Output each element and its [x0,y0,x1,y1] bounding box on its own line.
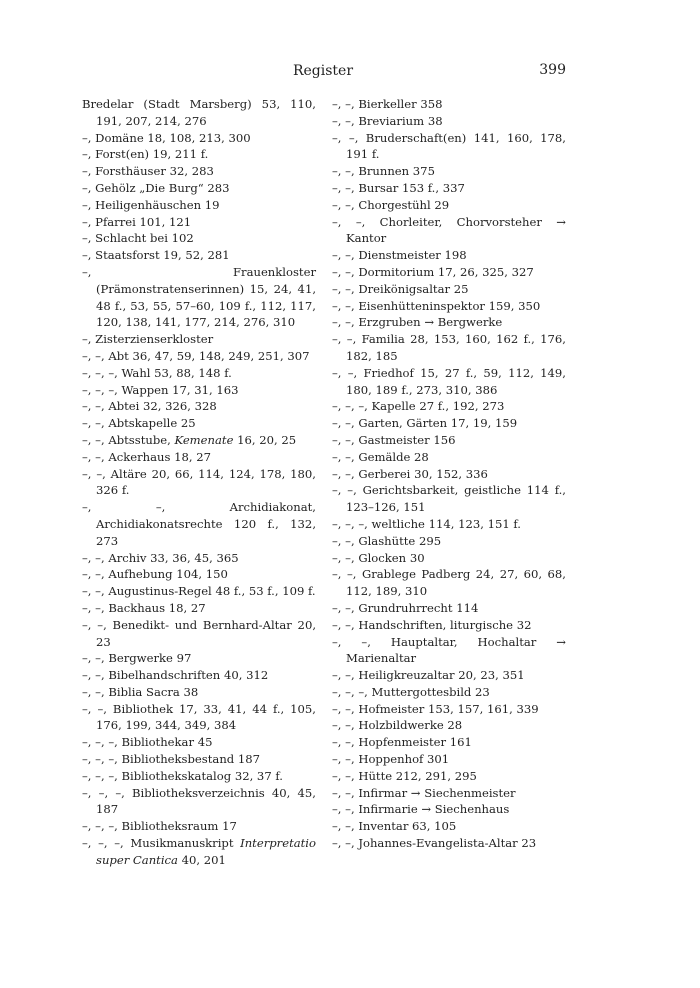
index-entry: –, –, Dormitorium 17, 26, 325, 327 [332,264,534,279]
index-entry: –, –, Gerberei 30, 152, 336 [332,466,488,481]
index-entry: –, –, Gerichtsbarkeit, geistliche 114 f., 123–126, 151 [332,483,566,515]
index-entry: –, –, Grablege Padberg 24, 27, 60, 68, 112, 189, 310 [332,567,566,599]
index-entry: –, –, Erzgruben → Bergwerke [332,315,503,330]
index-entry: –, –, Chorleiter, Chorvorsteher → Kantor [332,214,566,246]
index-column-right [332,96,566,852]
index-entry: –, –, Chorgestühl 29 [332,197,450,212]
index-entry: –, –, Hofmeister 153, 157, 161, 339 [332,701,539,716]
index-entry: –, Schlacht bei 102 [82,231,194,246]
index-entry: –, –, Bibelhandschriften 40, 312 [82,668,269,683]
index-entry: –, –, Bruderschaft(en) 141, 160, 178, 191 f. [332,130,566,162]
index-entry: –, –, Archiv 33, 36, 45, 365 [82,550,239,565]
index-entry: –, –, Heiligkreuzaltar 20, 23, 351 [332,668,525,683]
running-header-title: Register [292,63,354,79]
index-entry: –, –, Breviarium 38 [332,113,443,128]
index-entry: –, –, Holzbildwerke 28 [332,718,463,733]
index-entry: –, –, Infirmarie → Siechenhaus [332,802,510,817]
index-entry: –, –, Abt 36, 47, 59, 148, 249, 251, 307 [82,348,310,363]
index-entry: –, –, Benedikt- und Bernhard-Altar 20, 23 [82,617,316,649]
index-entry: –, –, Garten, Gärten 17, 19, 159 [332,416,518,431]
index-entry: –, Forsthäuser 32, 283 [82,164,214,179]
index-entry: –, –, Altäre 20, 66, 114, 124, 178, 180, 326 f. [82,466,316,498]
index-entry: –, –, Brunnen 375 [332,164,435,179]
index-entry: –, Zisterzienserkloster [82,332,214,347]
index-entry: –, –, Augustinus-Regel 48 f., 53 f., 109 f. [82,584,316,599]
index-entry: –, –, –, weltliche 114, 123, 151 f. [332,516,521,531]
index-entry: –, –, Bergwerke 97 [82,651,192,666]
index-entry: –, –, –, Muttergottesbild 23 [332,684,490,699]
index-entry: –, –, –, Bibliothekar 45 [82,735,213,750]
index-entry: –, –, Ackerhaus 18, 27 [82,449,211,464]
index-entry: –, Staatsforst 19, 52, 281 [82,248,230,263]
index-entry: –, –, Friedhof 15, 27 f., 59, 112, 149, 180, 189 f., 273, 310, 386 [332,365,566,397]
index-entry: –, –, –, Bibliotheksbestand 187 [82,752,261,767]
index-entry: –, –, –, Wappen 17, 31, 163 [82,382,239,397]
index-entry: –, –, Bierkeller 358 [332,97,443,111]
index-entry: –, –, Hopfenmeister 161 [332,735,472,750]
index-entry: –, –, Glashütte 295 [332,533,442,548]
index-entry-italic: –, –, Abtsstube, Kemenate 16, 20, 25 [82,432,297,447]
index-entry: –, –, Infirmar → Siechenmeister [332,785,516,800]
index-entry: –, –, –, Bibliotheksverzeichnis 40, 45, 187 [82,785,316,817]
page-number: 399 [539,62,566,78]
index-entry: –, –, Handschriften, liturgische 32 [332,617,532,632]
index-entry: –, Pfarrei 101, 121 [82,214,192,229]
index-entry: Bredelar (Stadt Marsberg) 53, 110, 191, 207, 214, 276 [82,97,316,128]
index-entry: –, –, –, Bibliotheksraum 17 [82,819,237,834]
index-entry: –, –, Grundruhrrecht 114 [332,600,479,615]
index-entry: –, –, Familia 28, 153, 160, 162 f., 176, 182, 185 [332,332,566,363]
index-entry: –, Heiligenhäuschen 19 [82,197,220,212]
index-entry: –, –, –, Kapelle 27 f., 192, 273 [332,399,505,414]
index-entry: –, Forst(en) 19, 211 f. [82,147,209,162]
index-entry: –, –, Abtei 32, 326, 328 [82,399,217,414]
index-entry: –, Gehölz „Die Burg“ 283 [82,180,230,195]
index-column-left [82,96,316,869]
index-entry: –, –, Hoppenhof 301 [332,752,450,767]
index-entry: –, –, Bibliothek 17, 33, 41, 44 f., 105, 176, 199, 344, 349, 384 [82,701,316,733]
index-entry: –, –, Biblia Sacra 38 [82,684,199,699]
index-entry: –, –, Hütte 212, 291, 295 [332,768,477,783]
index-entry: –, –, Johannes-Evangelista-Altar 23 [332,836,537,851]
index-entry: –, –, Archidiakonat, Archidiakonatsrechte 120 f., 132, 273 [82,500,316,548]
index-entry: –, Frauenkloster (Prämonstratenserinnen) 15, 24, 41, 48 f., 53, 55, 57–60, 109 f., 112, 117, 120, 138, 141, 177, 214, 276, 310 [82,264,316,330]
index-entry: –, –, Dienstmeister 198 [332,248,467,263]
index-entry: –, –, Glocken 30 [332,550,425,565]
index-entry: –, –, Gemälde 28 [332,449,429,464]
index-entry: –, Domäne 18, 108, 213, 300 [82,130,251,145]
index-entry: –, –, Bursar 153 f., 337 [332,180,465,195]
index-entry: –, –, Aufhebung 104, 150 [82,567,228,582]
index-entry: –, –, Abtskapelle 25 [82,416,196,431]
index-entry: –, –, –, Wahl 53, 88, 148 f. [82,365,232,380]
index-entry: –, –, Dreikönigsaltar 25 [332,281,469,296]
index-entry: –, –, Inventar 63, 105 [332,819,457,834]
index-entry: –, –, Eisenhütteninspektor 159, 350 [332,298,541,313]
index-entry: –, –, Gastmeister 156 [332,432,456,447]
index-entry: –, –, Backhaus 18, 27 [82,600,206,615]
index-entry-italic: –, –, –, Musikmanuskript Interpretatio super Cantica 40, 201 [82,836,316,867]
index-entry: –, –, –, Bibliothekskatalog 32, 37 f. [82,768,283,783]
index-entry: –, –, Hauptaltar, Hochaltar → Marienaltar [332,634,566,666]
